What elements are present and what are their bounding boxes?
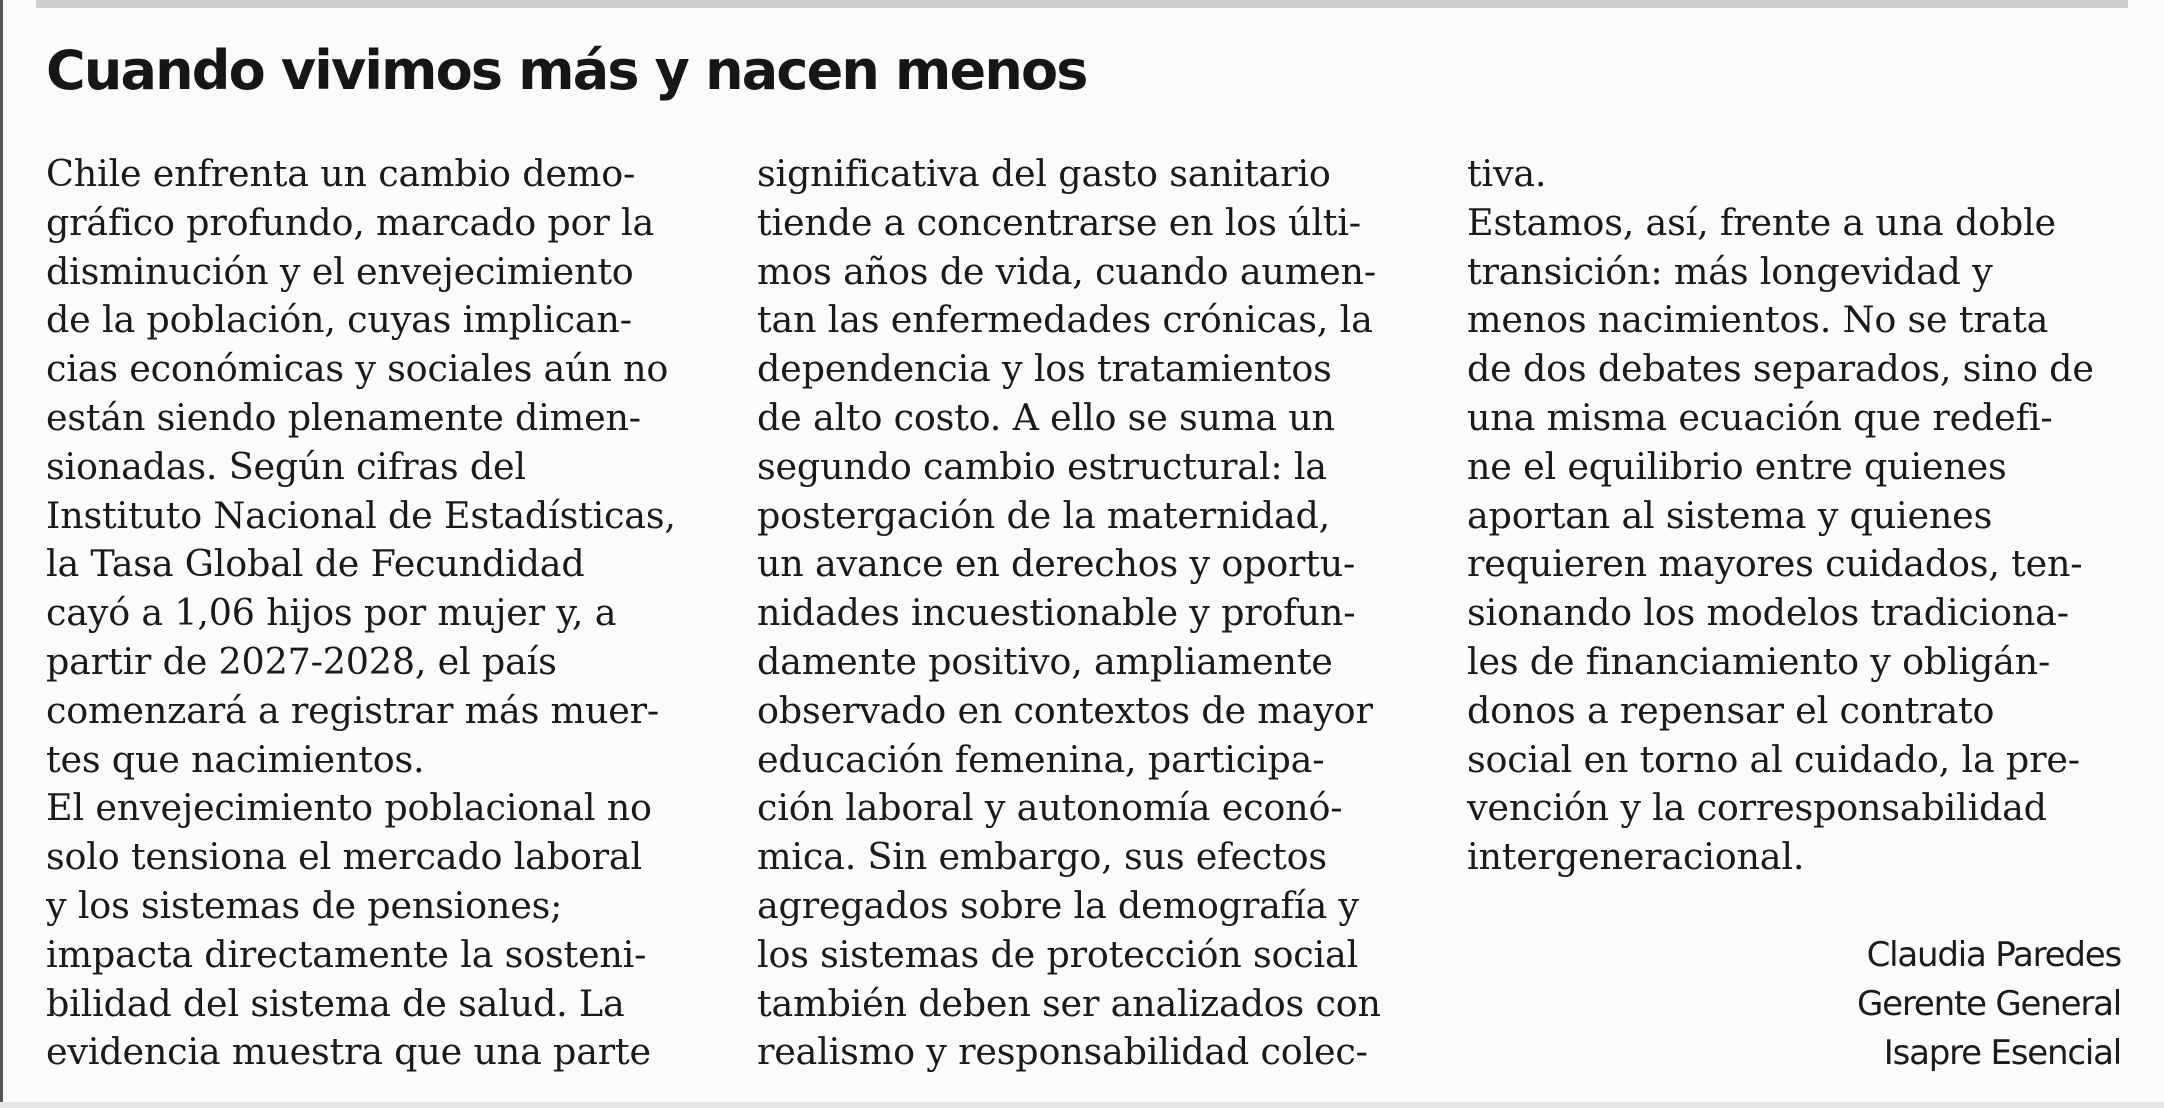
column-line: mica. Sin embargo, sus efectos: [757, 835, 1327, 879]
column-line: están siendo plenamente dimen-: [46, 395, 641, 439]
article-column-3: [1467, 150, 2164, 882]
column-line: El envejecimiento poblacional no: [46, 786, 652, 830]
column-line: evidencia muestra que una parte: [46, 1030, 651, 1074]
article-title: Cuando vivimos más y nacen menos: [46, 39, 1087, 102]
column-line: educación femenina, participa-: [757, 737, 1325, 781]
column-line: de la población, cuyas implican-: [46, 298, 632, 342]
column-line: Chile enfrenta un cambio demo-: [46, 152, 636, 195]
column-line: intergeneracional.: [1467, 835, 1805, 879]
column-line: damente positivo, ampliamente: [757, 639, 1333, 683]
top-divider: [36, 0, 2128, 8]
article-column-2: [757, 150, 1477, 1077]
author-organization: Isapre Esencial: [1883, 1033, 2121, 1073]
column-line: cayó a 1,06 hijos por mujer y, a: [46, 591, 617, 635]
column-line: impacta directamente la sosteni-: [46, 932, 647, 976]
column-line: requieren mayores cuidados, ten-: [1467, 542, 2083, 586]
column-line: solo tensiona el mercado laboral: [46, 835, 642, 879]
bottom-border: [0, 1102, 2164, 1108]
column-line: nidades incuestionable y profun-: [757, 591, 1356, 635]
column-line: menos nacimientos. No se trata: [1467, 298, 2049, 342]
column-line: vención y la corresponsabilidad: [1467, 786, 2047, 830]
author-role: Gerente General: [1856, 984, 2121, 1024]
column-line: significativa del gasto sanitario: [757, 152, 1331, 195]
column-line: tiva.: [1467, 152, 1547, 195]
article-column-1: [46, 150, 766, 1077]
column-line: ción laboral y autonomía econó-: [757, 786, 1343, 830]
column-line: partir de 2027-2028, el país: [46, 639, 557, 683]
column-line: los sistemas de protección social: [757, 932, 1359, 976]
column-line: de dos debates separados, sino de: [1467, 347, 2094, 391]
column-line: la Tasa Global de Fecundidad: [46, 542, 585, 586]
column-line: y los sistemas de pensiones;: [46, 883, 563, 927]
column-line: social en torno al cuidado, la pre-: [1467, 737, 2080, 781]
column-line: disminución y el envejecimiento: [46, 249, 634, 293]
column-line: ne el equilibrio entre quienes: [1467, 444, 2007, 488]
column-line: tiende a concentrarse en los últi-: [757, 200, 1361, 244]
column-line: tes que nacimientos.: [46, 737, 425, 781]
column-line: aportan al sistema y quienes: [1467, 493, 1993, 537]
column-line: de alto costo. A ello se suma un: [757, 395, 1335, 439]
column-line: un avance en derechos y oportu-: [757, 542, 1356, 586]
column-line: postergación de la maternidad,: [757, 493, 1331, 537]
column-line: gráfico profundo, marcado por la: [46, 200, 655, 244]
column-line: sionando los modelos tradiciona-: [1467, 591, 2069, 635]
column-line: donos a repensar el contrato: [1467, 688, 1995, 732]
left-border: [0, 0, 3, 1108]
author-signature: [1857, 931, 2121, 1078]
column-line: tan las enfermedades crónicas, la: [757, 298, 1373, 342]
column-line: también deben ser analizados con: [757, 981, 1381, 1025]
column-line: agregados sobre la demografía y: [757, 883, 1359, 927]
column-line: segundo cambio estructural: la: [757, 444, 1327, 488]
column-line: mos años de vida, cuando aumen-: [757, 249, 1376, 293]
column-line: sionadas. Según cifras del: [46, 444, 526, 488]
column-line: observado en contextos de mayor: [757, 688, 1373, 732]
column-line: les de financiamiento y obligán-: [1467, 639, 2051, 683]
column-line: cias económicas y sociales aún no: [46, 347, 669, 391]
column-line: Estamos, así, frente a una doble: [1467, 200, 2056, 244]
column-line: comenzará a registrar más muer-: [46, 688, 660, 732]
author-name: Claudia Paredes: [1866, 935, 2121, 975]
column-line: bilidad del sistema de salud. La: [46, 981, 625, 1025]
column-line: realismo y responsabilidad colec-: [757, 1030, 1368, 1074]
column-line: dependencia y los tratamientos: [757, 347, 1332, 391]
column-line: transición: más longevidad y: [1467, 249, 1993, 293]
column-line: Instituto Nacional de Estadísticas,: [46, 493, 676, 537]
column-line: una misma ecuación que redefi-: [1467, 395, 2053, 439]
